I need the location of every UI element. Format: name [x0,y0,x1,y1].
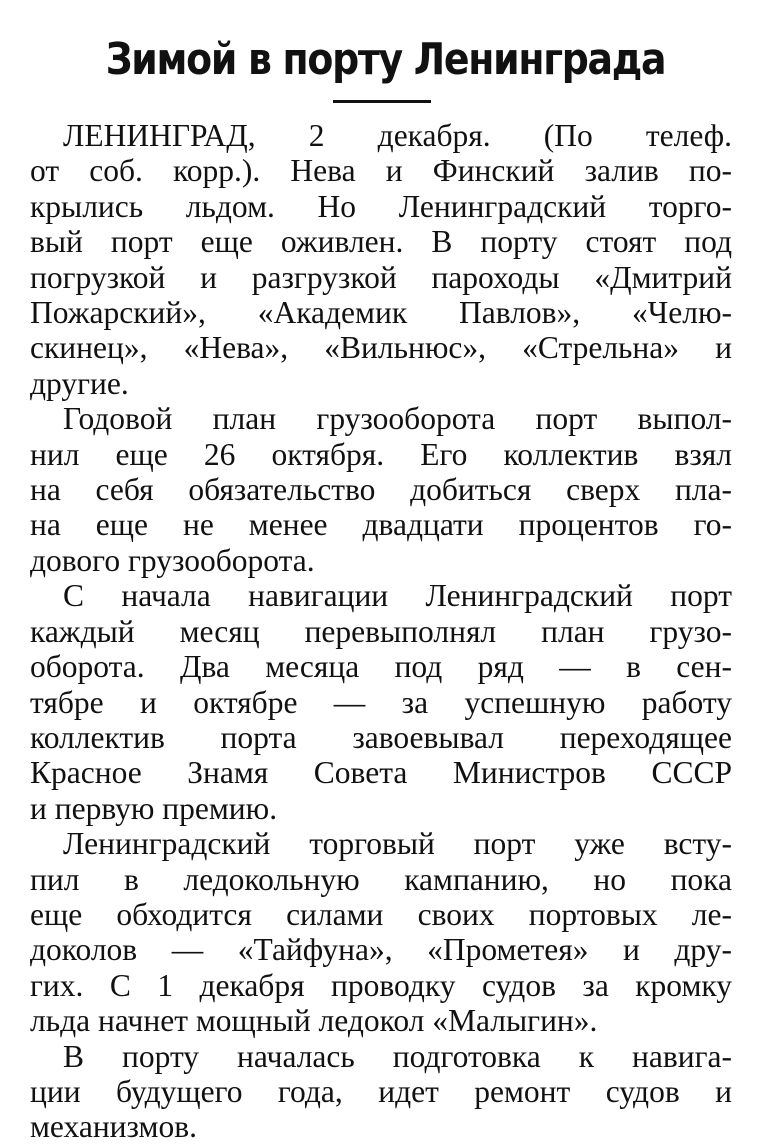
text-line: дового грузооборота. [30,542,315,578]
text-line: оборота. Два месяца под ряд — в сен- [30,649,732,685]
text-line: другие. [30,365,129,401]
article-headline: Зимой в порту Ленинграда [105,34,666,85]
headline-divider [333,100,431,103]
paragraph-5 [30,1039,732,1145]
text-line: пил в ледокольную кампанию, но пока [30,861,732,897]
article-body [30,118,732,1145]
text-line: тябре и октябре — за успешную работу [30,684,732,720]
text-line: льда начнет мощный ледокол «Малыгин». [30,1003,598,1039]
text-line: еще обходится силами своих портовых ле- [30,896,732,932]
text-line: коллектив порта завоевывал переходящее [30,719,732,755]
text-line: ции будущего года, идет ремонт судов и [30,1073,732,1109]
text-line: гих. С 1 декабря проводку судов за кромку [30,967,732,1003]
text-line: погрузкой и разгрузкой пароходы «Дмитрий [30,259,732,295]
text-line: и первую премию. [30,790,278,826]
text-line: ЛЕНИНГРАД, 2 декабря. (По телеф. [63,118,732,153]
text-line: Годовой план грузооборота порт выпол- [63,401,732,437]
paragraph-1 [30,118,732,401]
text-line: В порту началась подготовка к навига- [63,1038,732,1074]
text-line: на еще не менее двадцати процентов го- [30,507,732,543]
text-line: нил еще 26 октября. Его коллектив взял [30,436,732,472]
text-line: Пожарский», «Академик Павлов», «Челю- [30,295,732,331]
paragraph-3 [30,578,732,826]
text-line: от соб. корр.). Нева и Финский залив по- [30,153,732,189]
text-line: вый порт еще оживлен. В порту стоят под [30,224,732,260]
paragraph-2 [30,401,732,578]
text-line: доколов — «Тайфуна», «Прометея» и дру- [30,932,732,968]
text-line: механизмов. [30,1109,197,1145]
paragraph-4 [30,826,732,1038]
text-line: крылись льдом. Но Ленинградский торго- [30,188,732,224]
text-line: Красное Знамя Совета Министров СССР [30,755,732,791]
text-line: скинец», «Нева», «Вильнюс», «Стрельна» и [30,330,732,366]
text-line: Ленинградский торговый порт уже всту- [63,826,732,862]
text-line: каждый месяц перевыполнял план грузо- [30,613,732,649]
text-line: С начала навигации Ленинградский порт [63,578,732,614]
text-line: на себя обязательство добиться сверх пла- [30,472,732,508]
